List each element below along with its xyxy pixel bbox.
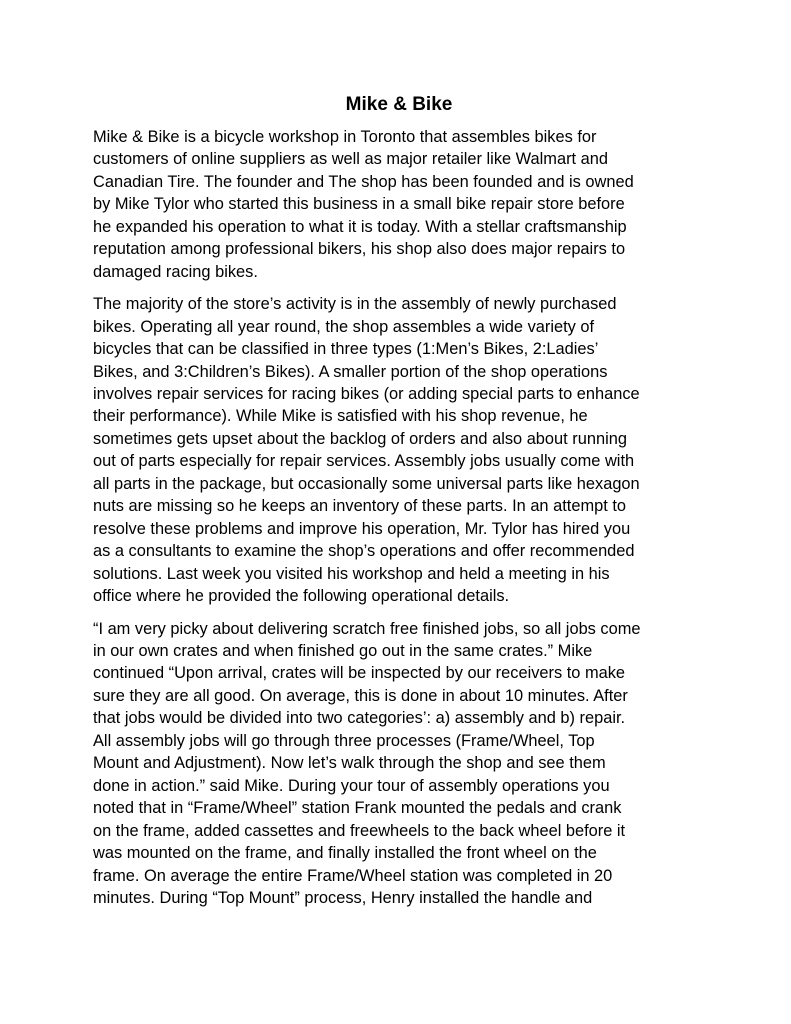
text-line: continued “Upon arrival, crates will be inspected by our receivers to make: [93, 664, 626, 683]
text-line: as a consultants to examine the shop’s operations and offer recommended: [93, 542, 635, 561]
paragraph-quote: [93, 618, 705, 910]
text-line: by Mike Tylor who started this business in a small bike repair store before: [93, 195, 625, 214]
text-line: sometimes gets upset about the backlog of orders and also about running: [93, 429, 627, 448]
text-line: The majority of the store’s activity is in the assembly of newly purchased: [93, 295, 617, 314]
text-line: noted that in “Frame/Wheel” station Frank mounted the pedals and crank: [93, 799, 622, 818]
text-line: bikes. Operating all year round, the shop assembles a wide variety of: [93, 317, 595, 336]
text-line: on the frame, added cassettes and freewheels to the back wheel before it: [93, 821, 626, 840]
text-line: done in action.” said Mike. During your tour of assembly operations you: [93, 776, 610, 795]
text-line: office where he provided the following operational details.: [93, 587, 510, 606]
text-line: was mounted on the frame, and finally installed the front wheel on the: [93, 844, 597, 863]
text-line: minutes. During “Top Mount” process, Henry installed the handle and: [93, 888, 593, 907]
text-line: solutions. Last week you visited his workshop and held a meeting in his: [93, 564, 610, 583]
text-line: bicycles that can be classified in three types (1:Men’s Bikes, 2:Ladies’: [93, 340, 599, 359]
text-line: Canadian Tire. The founder and The shop has been founded and is owned: [93, 172, 634, 191]
text-line: in our own crates and when finished go out in the same crates.” Mike: [93, 641, 593, 660]
text-line: “I am very picky about delivering scratch free finished jobs, so all jobs come: [93, 619, 641, 638]
text-line: all parts in the package, but occasionally some universal parts like hexagon: [93, 474, 640, 493]
text-line: sure they are all good. On average, this is done in about 10 minutes. After: [93, 686, 628, 705]
text-line: customers of online suppliers as well as major retailer like Walmart and: [93, 150, 608, 169]
text-line: All assembly jobs will go through three processes (Frame/Wheel, Top: [93, 731, 595, 750]
text-line: he expanded his operation to what it is today. With a stellar craftsmanship: [93, 217, 627, 236]
text-line: that jobs would be divided into two categories’: a) assembly and b) repair.: [93, 709, 626, 728]
text-line: Mike & Bike is a bicycle workshop in Toronto that assembles bikes for: [93, 128, 597, 146]
text-line: reputation among professional bikers, his shop also does major repairs to: [93, 240, 626, 259]
paragraph-operations: [93, 293, 705, 607]
text-line: damaged racing bikes.: [93, 262, 258, 281]
document-page: [93, 92, 705, 919]
document-title: Mike & Bike: [345, 94, 453, 115]
text-line: frame. On average the entire Frame/Wheel station was completed in 20: [93, 866, 613, 885]
text-line: their performance). While Mike is satisfied with his shop revenue, he: [93, 407, 588, 426]
text-line: resolve these problems and improve his operation, Mr. Tylor has hired you: [93, 519, 631, 538]
text-line: Bikes, and 3:Children’s Bikes). A smaller portion of the shop operations: [93, 362, 608, 381]
paragraph-intro: [93, 126, 705, 283]
text-line: involves repair services for racing bikes (or adding special parts to enhance: [93, 384, 640, 403]
text-line: Mount and Adjustment). Now let’s walk through the shop and see them: [93, 754, 606, 773]
text-line: out of parts especially for repair services. Assembly jobs usually come with: [93, 452, 635, 471]
text-line: nuts are missing so he keeps an inventory of these parts. In an attempt to: [93, 497, 626, 516]
